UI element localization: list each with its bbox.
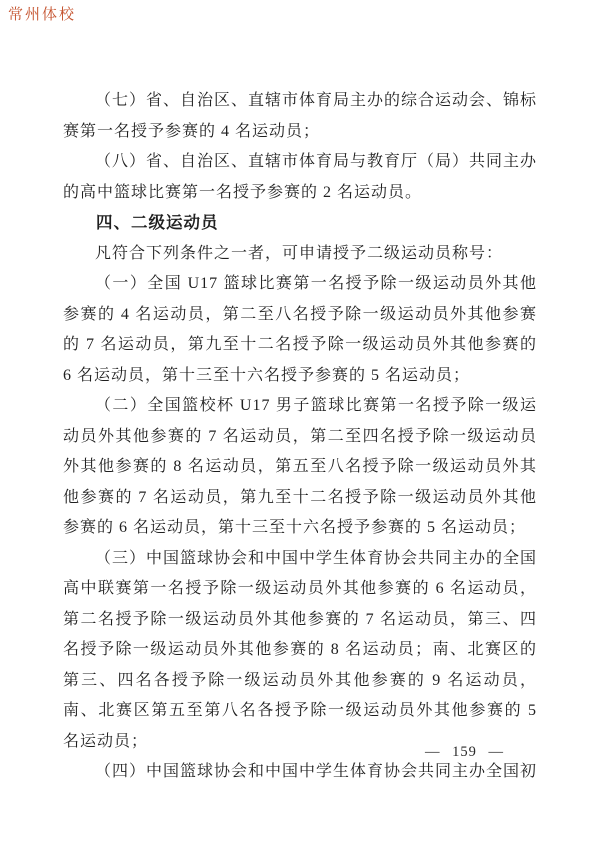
paragraph-clause-3: （三）中国篮球协会和中国中学生体育协会共同主办的全国高中联赛第一名授予除一级运动员外其他参赛的 6 名运动员，第二名授予除一级运动员外其他参赛的 7 名运动员，第三、四名授予除一级运动员外其他参赛的 8 名运动员；南、北赛区的第三、四名各授予除一级运动员外其他参赛的 9 名运动员，南、北赛区第五至第八名各授予除一级运动员外其他参赛的 5 名运动员； [63,549,538,750]
watermark-text: 常州体校 [8,5,77,23]
page-number: — 159 — [425,744,504,760]
paragraph-clause-1: （一）全国 U17 篮球比赛第一名授予除一级运动员外其他参赛的 4 名运动员，第二至八名授予除一级运动员外其他参赛的 7 名运动员，第九至十二名授予除一级运动员外其他参赛的 6 名运动员，第十三至十六名授予参赛的 5 名运动员； [63,275,537,384]
paragraph-clause-8: （八）省、自治区、直辖市体育局与教育厅（局）共同主办的高中篮球比赛第一名授予参赛的 2 名运动员。 [63,153,538,201]
section-heading-level-2: 四、二级运动员 [96,214,219,232]
paragraph-intro-conditions: 凡符合下列条件之一者，可申请授予二级运动员称号： [95,244,504,262]
paragraph-clause-2: （二）全国篮校杯 U17 男子篮球比赛第一名授予除一级运动员外其他参赛的 7 名运动员，第二至四名授予除一级运动员外其他参赛的 8 名运动员，第五至八名授予除一级运动员外其他参赛的 7 名运动员，第九至十二名授予除一级运动员外其他参赛的 6 名运动员，第十三至十六名授予参赛的 5 名运动员； [63,397,537,536]
document-body [63,86,537,788]
paragraph-clause-4-truncated: （四）中国篮球协会和中国中学生体育协会共同主办全国初 [95,763,538,780]
paragraph-clause-7: （七）省、自治区、直辖市体育局主办的综合运动会、锦标赛第一名授予参赛的 4 名运动员； [63,92,538,140]
